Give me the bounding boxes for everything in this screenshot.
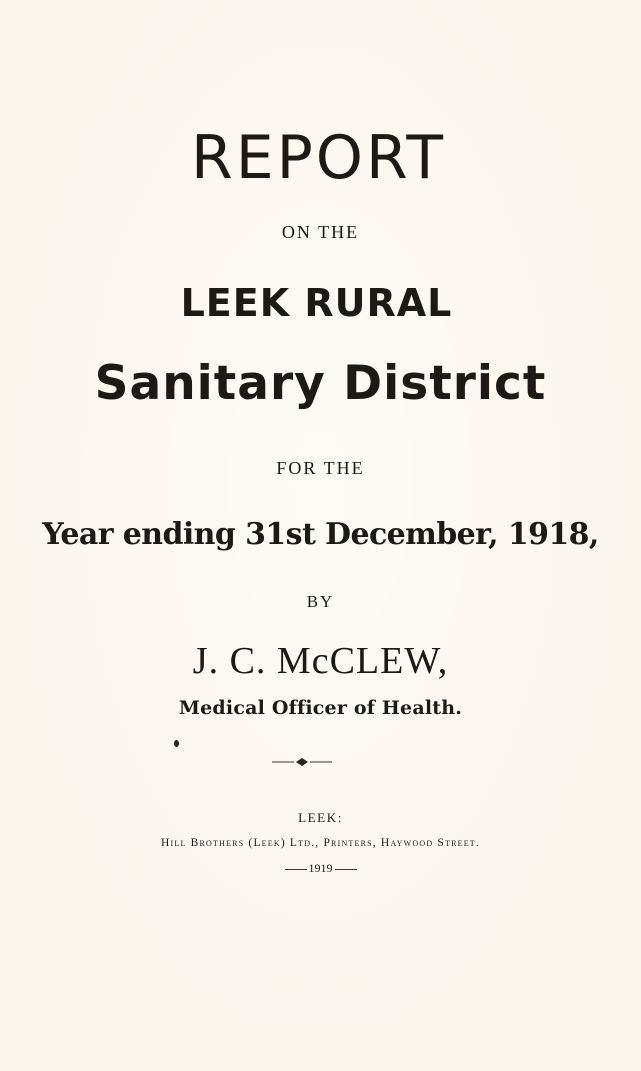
report-heading: REPORT bbox=[191, 123, 446, 193]
author-name: J. C. McCLEW, bbox=[192, 640, 449, 682]
publication-year: 1919 bbox=[308, 861, 333, 875]
left-date-rule bbox=[285, 869, 307, 870]
reporting-period: Year ending 31st December, 1918, bbox=[42, 517, 599, 552]
publication-year-line bbox=[0, 860, 641, 876]
publication-place: LEEK: bbox=[298, 810, 343, 825]
by-text: BY bbox=[306, 592, 335, 611]
right-date-rule bbox=[335, 869, 357, 870]
printer-line: Hill Brothers (Leek) Ltd., Printers, Haywood Street. bbox=[161, 837, 480, 849]
district-name-line-1: LEEK RURAL bbox=[180, 281, 453, 325]
district-name-line-2: Sanitary District bbox=[94, 356, 547, 411]
ink-dot-mark bbox=[174, 740, 179, 747]
diamond-rule-ornament-icon bbox=[272, 756, 332, 768]
for-the-text: FOR THE bbox=[276, 458, 365, 478]
author-position: Medical Officer of Health. bbox=[178, 697, 463, 719]
on-the-text: ON THE bbox=[281, 222, 360, 242]
